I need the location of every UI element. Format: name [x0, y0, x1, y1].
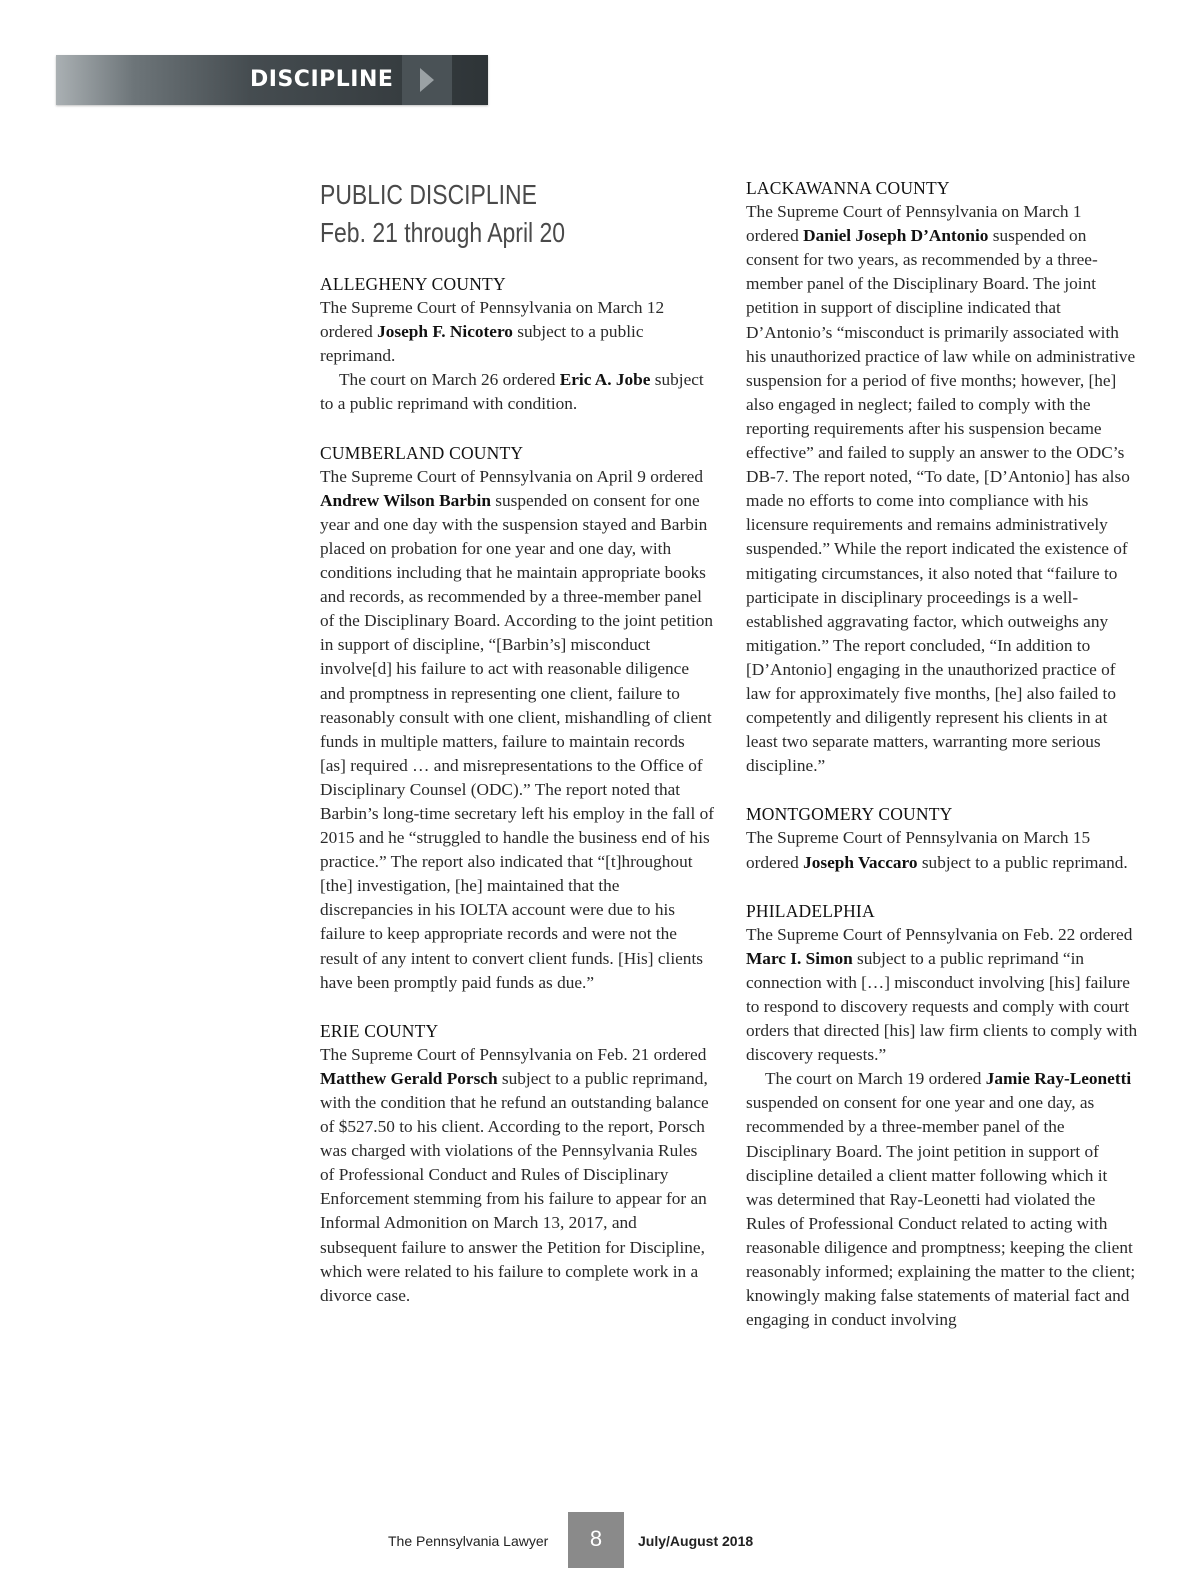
text: suspended on consent for one year and one day with the suspension stayed and Barbin placed on probation for one year and one day, with conditions including that he maintain appropriate books and records, as recommended by a three-member panel of the Disciplinary Board. According to the joint petition in support of discipline, “[Barbin’s] misconduct involve[d] his failure to act with reasonable diligence and promptness in representing one client, failure to reasonably consult with one client, mishandling of client funds in multiple matters, failure to maintain records [as] required … and misrepresentations to the Office of Disciplinary Counsel (ODC).” The report noted that Barbin’s long-time secretary left his employ in the fall of 2015 and he “struggled to handle the business end of his practice.” The report also indicated that “[t]hroughout [the] investigation, [he] maintained that the discrepancies in his IOLTA account were due to his failure to keep appropriate records and were not the result of any intent to convert client funds. [His] clients have been promptly paid funds as due.” — [320, 490, 715, 992]
text: subject to a public reprimand “in connection with […] misconduct involving [his] failure to respond to discovery requests and comply with court orders that directed [his] law firm clients to comply with discovery requests.” — [746, 948, 1138, 1065]
issue-date: July/August 2018 — [638, 1533, 754, 1549]
paragraph — [746, 1067, 1138, 1332]
text: The Supreme Court of Pennsylvania on April 9 ordered — [320, 466, 703, 486]
text: The Supreme Court of Pennsylvania on March 15 ordered — [746, 828, 1091, 872]
section-heading: ALLEGHENY COUNTY — [320, 274, 506, 294]
left-column — [320, 272, 714, 1332]
section-heading: ERIE COUNTY — [320, 1020, 439, 1041]
paragraph — [746, 826, 1138, 874]
page-header — [320, 176, 619, 252]
page-title: PUBLIC DISCIPLINE — [320, 179, 537, 210]
text: The Supreme Court of Pennsylvania on Feb. 21 ordered — [320, 1044, 707, 1064]
attorney-name: Joseph Vaccaro — [803, 852, 918, 872]
section-heading: CUMBERLAND COUNTY — [320, 442, 524, 463]
section-lackawanna — [746, 176, 1138, 778]
text: The Supreme Court of Pennsylvania on Feb. 22 ordered — [746, 924, 1133, 944]
section-montgomery — [746, 802, 1138, 874]
right-column — [746, 176, 1138, 1356]
page-number: 8 — [568, 1512, 624, 1568]
section-heading: MONTGOMERY COUNTY — [746, 804, 953, 825]
attorney-name: Marc I. Simon — [746, 948, 853, 968]
attorney-name: Joseph F. Nicotero — [377, 322, 513, 342]
text: The Supreme Court of Pennsylvania on March 12 ordered — [320, 298, 665, 342]
paragraph — [320, 296, 714, 368]
section-allegheny — [320, 272, 714, 417]
attorney-name: Daniel Joseph D’Antonio — [803, 226, 989, 246]
chevron-right-icon — [402, 55, 452, 105]
text: The court on March 19 ordered — [765, 1069, 986, 1089]
paragraph — [746, 923, 1138, 1068]
text: subject to a public reprimand, with the condition that he refund an outstanding balance of $527.50 to his client. According to the report, Porsch was charged with violations of the Pennsylvania Rules of Professional Conduct and Rules of Disciplinary Enforcement stemming from his failure to appear for an Informal Admonition on March 13, 2017, and subsequent failure to answer the Petition for Discipline, which were related to his failure to complete work in a divorce case. — [320, 1068, 709, 1305]
attorney-name: Jamie Ray-Leonetti — [985, 1069, 1132, 1089]
text: suspended on consent for one year and one day, as recommended by a three-member panel of the Disciplinary Board. The joint petition in support of discipline detailed a client matter following which it was determined that Ray-Leonetti had violated the Rules of Professional Conduct related to acting with reasonable diligence and promptness; keeping the client reasonably informed; explaining the matter to the client; knowingly making false statements of material fact and engaging in conduct involving — [746, 1093, 1136, 1330]
attorney-name: Matthew Gerald Porsch — [320, 1068, 498, 1088]
attorney-name: Eric A. Jobe — [559, 370, 651, 390]
paragraph — [320, 368, 714, 416]
text: subject to a public reprimand. — [917, 852, 1128, 872]
banner-title: DISCIPLINE — [250, 67, 394, 92]
section-erie — [320, 1019, 714, 1308]
publication-name: The Pennsylvania Lawyer — [388, 1533, 549, 1549]
text: suspended on consent for two years, as recommended by a three-member panel of the Disciplinary Board. The joint petition in support of discipline indicated that D’Antonio’s “misconduct is primarily associated with his unauthorized practice of law while on administrative suspension for a period of five months; however, [he] also engaged in neglect; failed to comply with the reporting requirements after his suspension became effective” and failed to supply an answer to the ODC’s DB-7. The report noted, “To date, [D’Antonio] has also made no efforts to come into compliance with his licensure requirements and remains administratively suspended.” While the report indicated the existence of mitigating circumstances, it also noted that “failure to participate in disciplinary proceedings is a well-established aggravating factor, which outweighs any mitigation.” The report concluded, “In addition to [D’Antonio] engaging in the unauthorized practice of law for approximately five months, [he] also failed to competently and diligently represent his clients in at least two separate matters, warranting more serious discipline.” — [746, 226, 1136, 776]
text: subject to a public reprimand with condition. — [320, 370, 704, 414]
text: subject to a public reprimand. — [320, 322, 644, 366]
paragraph — [746, 200, 1138, 778]
chevron-right-icon-shape — [420, 68, 434, 92]
paragraph — [320, 1043, 714, 1308]
paragraph — [320, 465, 714, 995]
text: The Supreme Court of Pennsylvania on March 1 ordered — [746, 202, 1082, 246]
page-subtitle: Feb. 21 through April 20 — [320, 217, 566, 248]
text: The court on March 26 ordered — [339, 370, 560, 390]
section-cumberland — [320, 441, 714, 995]
page-footer — [0, 1512, 1200, 1568]
section-banner — [56, 55, 488, 105]
section-heading: PHILADELPHIA — [746, 900, 875, 921]
section-heading: LACKAWANNA COUNTY — [746, 178, 950, 198]
section-philadelphia — [746, 899, 1138, 1333]
attorney-name: Andrew Wilson Barbin — [320, 490, 491, 510]
